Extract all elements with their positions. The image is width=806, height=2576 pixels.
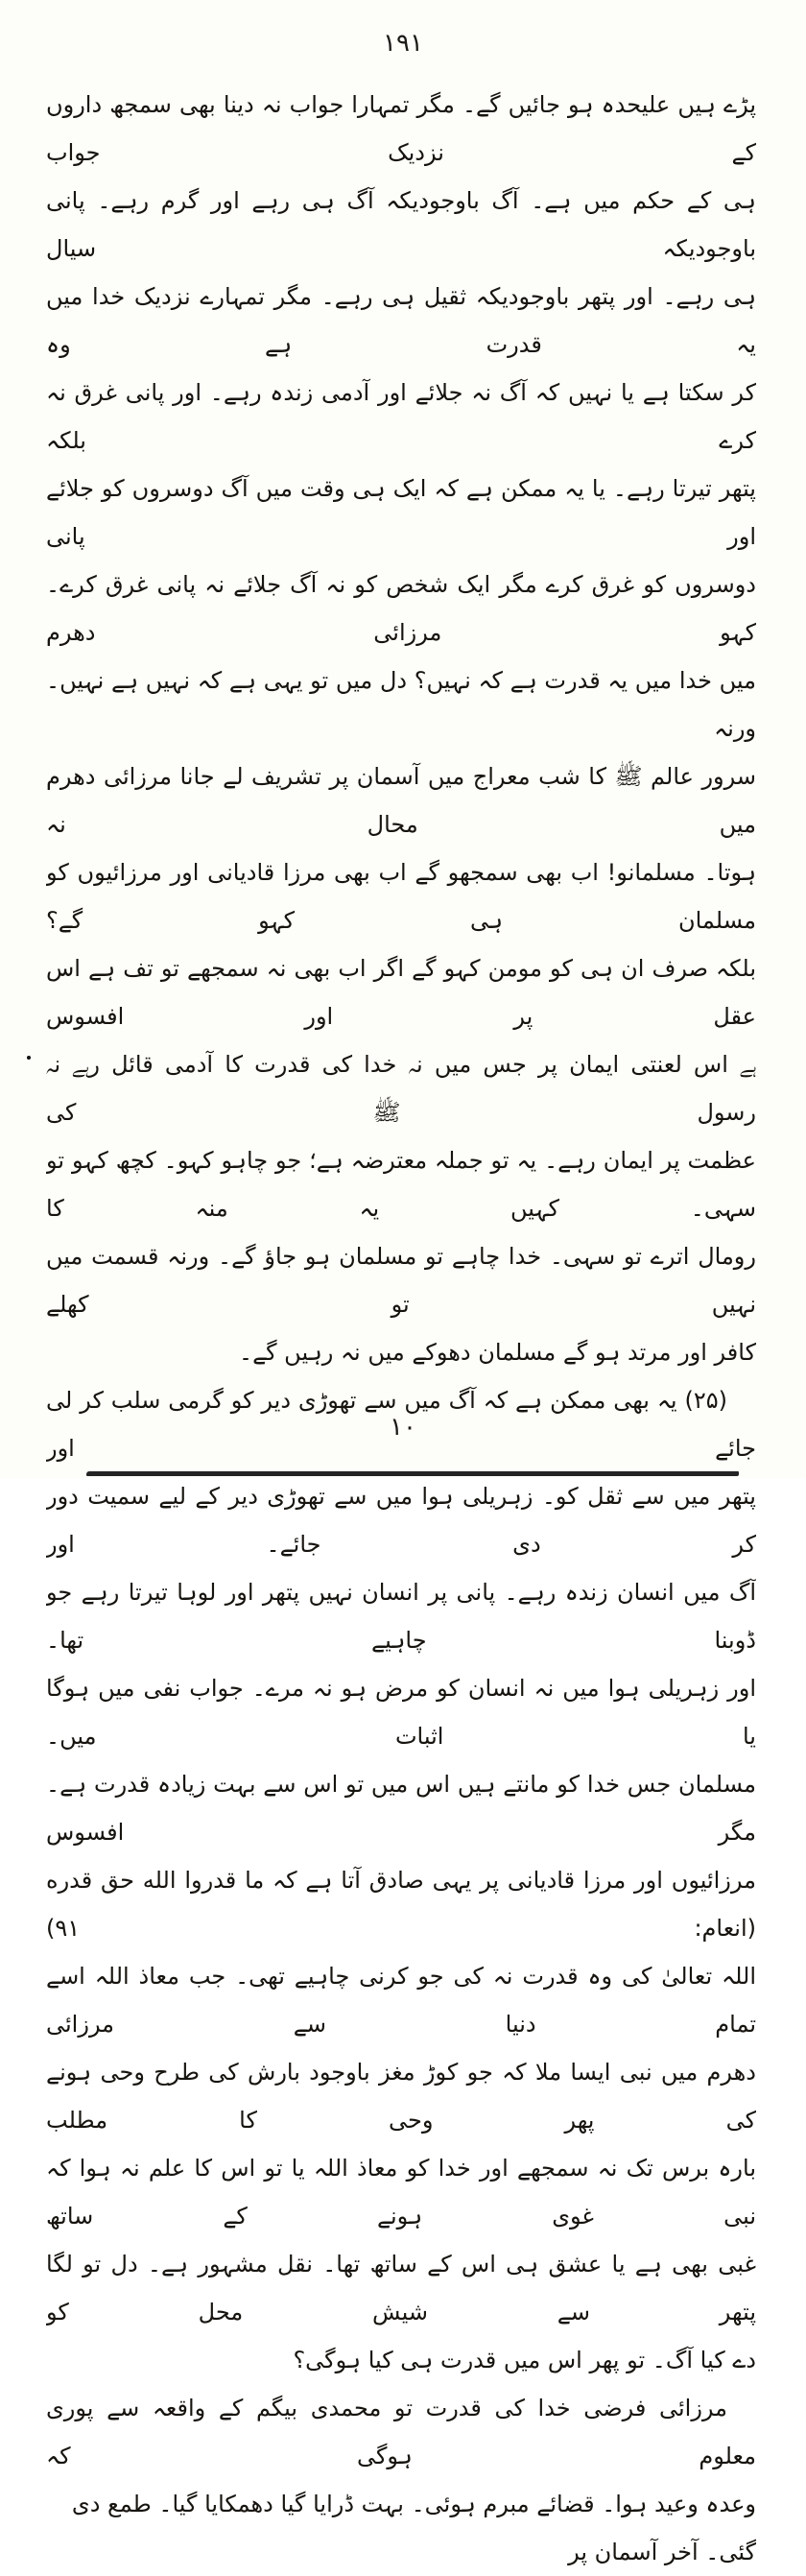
text-line: ہے اس لعنتی ایمان پر جس میں نہ خدا کی قدرت کا آدمی قائل رہے نہ رسول ﷺ کی bbox=[46, 1051, 756, 1126]
text-line: دھرم میں نبی ایسا ملا کہ جو کوڑ مغز باوجود بارش کی طرح وحی ہونے کی پھر وحی کا مطلب bbox=[46, 2059, 756, 2134]
text-line: دے کیا آگ۔ تو پھر اس میں قدرت ہی کیا ہوگی؟ bbox=[293, 2347, 756, 2373]
scan-edge-artifact bbox=[86, 1471, 739, 1476]
text-line: رومال اترے تو سہی۔ خدا چاہے تو مسلمان ہو جاؤ گے۔ ورنہ قسمت میں نہیں تو کھلے bbox=[46, 1243, 756, 1318]
text-line: سرور عالم ﷺ کا شب معراج میں آسمان پر تشریف لے جانا مرزائی دھرم میں محال نہ bbox=[46, 763, 756, 838]
text-line: کر سکتا ہے یا نہیں کہ آگ نہ جلائے اور آدمی زندہ رہے۔ اور پانی غرق نہ کرے بلکہ bbox=[46, 379, 756, 454]
text-line: مرزائی فرضی خدا کی قدرت تو محمدی بیگم کے واقعہ سے پوری معلوم ہوگی کہ bbox=[46, 2395, 756, 2469]
text-line: مسلمان جس خدا کو مانتے ہیں اس میں تو اس سے بہت زیادہ قدرت ہے۔ مگر افسوس bbox=[46, 1771, 756, 1846]
text-line: پڑے ہیں علیحدہ ہو جائیں گے۔ مگر تمہارا جواب نہ دینا بھی سمجھ داروں کے نزدیک جواب bbox=[46, 91, 756, 166]
text-line: میں خدا میں یہ قدرت ہے کہ نہیں؟ دل میں تو یہی ہے کہ نہیں ہے نہیں۔ ورنہ bbox=[46, 667, 756, 742]
text-line: وعدہ وعید ہوا۔ قضائے مبرم ہوئی۔ بہت ڈرایا گیا دھمکایا گیا۔ طمع دی گئی۔ آخر آسمان پر bbox=[71, 2491, 756, 2565]
text-line: پتھر تیرتا رہے۔ یا یہ ممکن ہے کہ ایک ہی وقت میں آگ دوسروں کو جلائے اور پانی bbox=[46, 475, 756, 550]
page-number-top: ١٩١ bbox=[383, 29, 423, 58]
text-line: آگ میں انسان زندہ رہے۔ پانی پر انسان نہیں پتھر اور لوہا تیرتا رہے جو ڈوبنا چاہیے تھا۔ bbox=[46, 1579, 756, 1654]
text-line: عظمت پر ایمان رہے۔ یہ تو جملہ معترضہ ہے؛ جو چاہو کہو۔ کچھ کہو تو سہی۔ کہیں یہ منہ کا bbox=[46, 1147, 756, 1222]
text-line: ہی رہے۔ اور پتھر باوجودیکہ ثقیل ہی رہے۔ مگر تمہارے نزدیک خدا میں یہ قدرت ہے وہ bbox=[46, 283, 756, 358]
scan-speck bbox=[27, 1056, 31, 1060]
text-line: ہوتا۔ مسلمانو! اب بھی سمجھو گے اب بھی مرزا قادیانی اور مرزائیوں کو مسلمان ہی کہو گے؟ bbox=[46, 859, 756, 934]
text-line: ہی کے حکم میں ہے۔ آگ باوجودیکہ آگ ہی رہے اور گرم رہے۔ پانی باوجودیکہ سیال bbox=[46, 187, 756, 262]
text-line: کافر اور مرتد ہو گے مسلمان دھوکے میں نہ رہیں گے۔ bbox=[239, 1339, 756, 1366]
text-line: اللہ تعالیٰ کی وہ قدرت نہ کی جو کرنی چاہیے تھی۔ جب معاذ اللہ اسے تمام دنیا سے مرزائی bbox=[46, 1963, 756, 2038]
text-line: اور زہریلی ہوا میں نہ انسان کو مرض ہو نہ مرے۔ جواب نفی میں ہوگا یا اثبات میں۔ bbox=[46, 1675, 756, 1750]
body-text bbox=[46, 81, 756, 2576]
paragraph bbox=[46, 2384, 756, 2576]
paragraph bbox=[46, 81, 756, 1376]
text-line: غبی بھی ہے یا عشق ہی اس کے ساتھ تھا۔ نقل مشہور ہے۔ دل تو لگا پتھر سے شیش محل کو bbox=[46, 2251, 756, 2326]
text-line: (۲۵) یہ بھی ممکن ہے کہ آگ میں سے تھوڑی دیر کو گرمی سلب کر لی جائے اور bbox=[46, 1387, 756, 1462]
text-line: مرزائیوں اور مرزا قادیانی پر یہی صادق آتا ہے کہ ما قدروا الله حق قدره (انعام: ٩١) bbox=[46, 1867, 756, 1942]
text-line: بلکہ صرف ان ہی کو مومن کہو گے اگر اب بھی نہ سمجھے تو تف ہے اس عقل پر اور افسوس bbox=[46, 955, 756, 1030]
text-line: پتھر میں سے ثقل کو۔ زہریلی ہوا میں سے تھوڑی دیر کے لیے سمیت دور کر دی جائے۔ اور bbox=[46, 1483, 756, 1558]
text-line: بارہ برس تک نہ سمجھے اور خدا کو معاذ اللہ یا تو اس کا علم نہ ہوا کہ نبی غوی ہونے کے ساتھ bbox=[46, 2155, 756, 2230]
text-line: دوسروں کو غرق کرے مگر ایک شخص کو نہ آگ جلائے نہ پانی غرق کرے۔ کہو مرزائی دھرم bbox=[46, 571, 756, 646]
paragraph bbox=[46, 1376, 756, 2384]
page-number-bottom: ١٠ bbox=[390, 1413, 416, 1442]
